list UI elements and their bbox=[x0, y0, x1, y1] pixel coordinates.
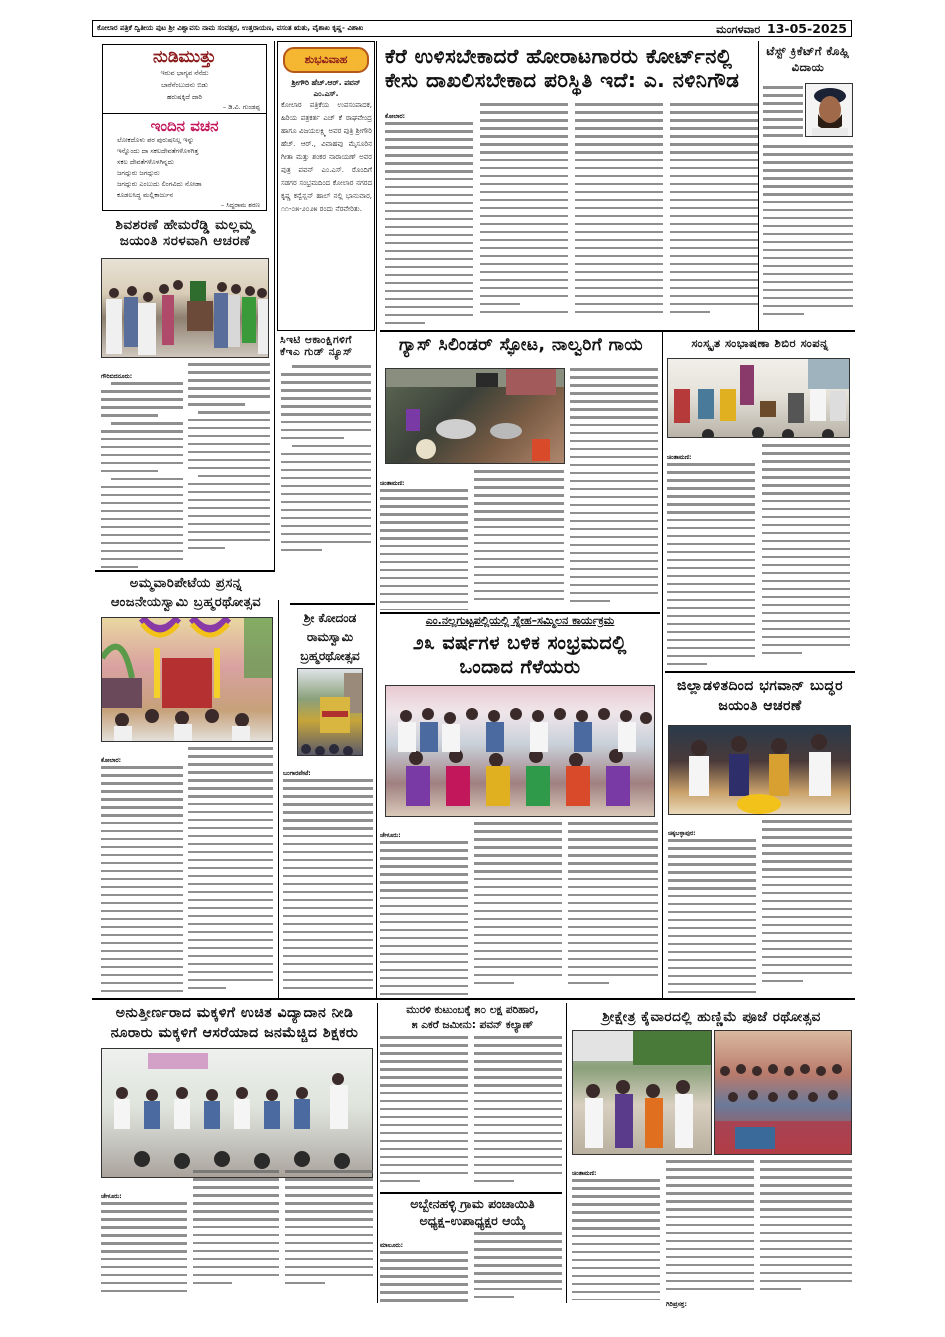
column-separator bbox=[376, 41, 377, 998]
gas-body-col3 bbox=[570, 368, 658, 608]
kaivara-footer-label: ಗಿರಿಪ್ರಸಕ್ತ: bbox=[666, 1300, 687, 1308]
abbenahalli-dateline: ಮಾಲೂರು: bbox=[380, 1242, 404, 1249]
teacher-dateline: ಚೇಳೂರು: bbox=[101, 1193, 122, 1200]
lead-body-col2 bbox=[480, 103, 568, 325]
shivasharane-dateline: ಗೌರಿಬಿದನೂರು: bbox=[101, 373, 133, 380]
murali-body-col1 bbox=[380, 1036, 468, 1182]
vachana-box bbox=[102, 113, 267, 211]
murali-headline-line1: ಮುರಳಿ ಕುಟುಂಬಕ್ಕೆ ೫೦ ಲಕ್ಷ ಪರಿಹಾರ, bbox=[406, 1004, 539, 1016]
kodanda-dateline: ಬಂಗಾರಪೇಟೆ: bbox=[283, 770, 311, 777]
kodanda-body-col bbox=[283, 760, 373, 995]
anjaneya-headline-line2: ಆಂಜನೇಯಸ್ವಾಮಿ ಬ್ರಹ್ಮರಥೋತ್ಸವ bbox=[110, 595, 262, 610]
temple-chariot bbox=[298, 669, 363, 756]
nudimuttu-lines bbox=[103, 67, 266, 103]
column-separator bbox=[274, 41, 275, 571]
buddha-headline: ಜಿಲ್ಲಾಡಳಿತದಿಂದ ಭಗವಾನ್ ಬುದ್ಧರ ಜಯಂತಿ ಆಚರಣೆ bbox=[677, 678, 843, 714]
vachana-line: ಕೂಡಲಸಿದ್ಧ ಮಲ್ಲಿಕಾರ್ಜುನ bbox=[117, 191, 174, 199]
sanskrit-headline: ಸಂಸ್ಕೃತ ಸಂಭಾಷಣಾ ಶಿಬಿರ ಸಂಪನ್ನ bbox=[691, 336, 829, 350]
kohli-photo bbox=[805, 83, 853, 137]
shivasharane-photo bbox=[101, 258, 269, 358]
section-rule bbox=[95, 570, 275, 572]
anjaneya-dateline: ಕೋಲಾರ: bbox=[101, 757, 122, 764]
sanskrit-body-col1 bbox=[667, 444, 755, 666]
column-separator bbox=[566, 1003, 567, 1303]
reunion-headline-line2: ಒಂದಾದ ಗೆಳೆಯರು bbox=[459, 656, 581, 678]
teacher-headline bbox=[92, 1003, 377, 1043]
lead-body-col3 bbox=[575, 103, 663, 325]
abbenahalli-headline-line1: ಅಬ್ಬೇನಹಳ್ಳಿ ಗ್ರಾಮ ಪಂಚಾಯಿತಿ bbox=[410, 1196, 535, 1211]
cricket-headline: ಟೆಸ್ಟ್ ಕ್ರಿಕೆಟ್‌ಗೆ ಕೊಹ್ಲಿ ವಿದಾಯ bbox=[766, 44, 850, 74]
buddha-photo bbox=[668, 725, 851, 815]
lead-body-col4 bbox=[670, 103, 758, 325]
nudimuttu-line: ಹರುಷಕ್ಕಿದೆ ದಾರಿ bbox=[166, 93, 203, 101]
kgf-headline: ಸಿಇಟಿ ಆಕಾಂಕ್ಷಿಗಳಿಗೆ ಕೆಇಎ ಗುಡ್ ನ್ಯೂಸ್ bbox=[280, 334, 353, 359]
masthead-date: 13-05-2025 bbox=[767, 20, 847, 36]
anjaneya-photo bbox=[101, 617, 273, 742]
anjaneya-headline-line1: ಅಮ್ಮವಾರಿಪೇಟೆಯ ಪ್ರಸನ್ನ bbox=[129, 576, 243, 591]
reunion-dateline: ಚೇಳೂರು: bbox=[380, 832, 401, 839]
shubhavivaha-badge: ಶುಭವಿವಾಹ bbox=[283, 47, 369, 73]
shubhavivaha-frame bbox=[277, 41, 375, 331]
column-separator bbox=[377, 1003, 378, 1303]
gas-dateline: ಚಿಂತಾಮಣಿ: bbox=[380, 480, 405, 487]
shivasharane-body-col1 bbox=[101, 363, 183, 568]
classroom-meeting-scene bbox=[102, 1049, 373, 1178]
reunion-headline bbox=[380, 631, 660, 679]
murali-headline-line2: ೫ ಎಕರೆ ಜಮೀನು: ಪವನ್ ಕಲ್ಯಾಣ್ bbox=[411, 1019, 534, 1031]
section-rule bbox=[665, 671, 855, 673]
chariot-scene bbox=[102, 618, 273, 742]
kaivara-headline: ಶ್ರೀಕ್ಷೇತ್ರ ಕೈವಾರದಲ್ಲಿ ಹುಣ್ಣಿಮೆ ಪೂಜೆ ರಥೋತ್ಸವ bbox=[602, 1009, 821, 1025]
shivasharane-headline: ಶಿವಶರಣೆ ಹೇಮರೆಡ್ಡಿ ಮಲ್ಲಮ್ಮ ಜಯಂತಿ ಸರಳವಾಗಿ ಆಚರಣೆ bbox=[115, 217, 255, 249]
vachana-line: ಜಗದ್ಗುರು ಜಗದ್ಗುರು bbox=[117, 169, 160, 177]
teacher-body-col3 bbox=[285, 1170, 373, 1295]
buddha-body-col2 bbox=[762, 820, 852, 998]
kaivara-body-col2 bbox=[666, 1160, 754, 1300]
gas-body-col2 bbox=[474, 470, 564, 610]
shivasharane-body-col2 bbox=[188, 363, 270, 568]
lead-dateline: ಕೋಲಾರ: bbox=[385, 113, 406, 120]
nudimuttu-box bbox=[102, 44, 267, 114]
buddha-body-col1 bbox=[668, 820, 756, 998]
column-separator bbox=[278, 600, 279, 998]
classroom-scene bbox=[668, 359, 850, 438]
masthead-calendar: ಕೋಲಾರ ಪತ್ರಿಕೆ ದ್ವಿತೀಯ ಪುಟ ಶ್ರೀ ವಿಶ್ವಾವಸು ನಾಮ ಸಂವತ್ಸರ, ಉತ್ತರಾಯಣ, ವಸಂತ ಋತು, ವೈಶಾಖ ಕೃಷ್ಣ- ವಿಶಾಖ bbox=[97, 24, 364, 32]
vachana-line: ಸಕಲ ದೇವತೆಗಳೊಳಗಿನ್ನದು bbox=[117, 158, 174, 166]
nudimuttu-title: ನುಡಿಮುತ್ತು bbox=[152, 47, 216, 67]
lead-headline-line1: ಕೆರೆ ಉಳಿಸಬೇಕಾದರೆ ಹೋರಾಟಗಾರರು ಕೋರ್ಟ್‌ನಲ್ಲಿ bbox=[385, 44, 733, 68]
kodanda-headline: ಶ್ರೀ ಕೋದಂಡ ರಾಮಸ್ವಾಮಿ ಬ್ರಹ್ಮರಥೋತ್ಸವ bbox=[300, 611, 360, 663]
reunion-photo bbox=[385, 685, 655, 817]
kaivara-photo-right bbox=[714, 1030, 852, 1155]
column-separator bbox=[758, 41, 759, 330]
vachana-title: ಇಂದಿನ ವಚನ bbox=[150, 117, 219, 135]
vachana-line: ಇನ್ನೊಂದು ದಾ ಸಕಲದೇವತೆಗಳೊಳಗಿತ್ತ bbox=[117, 147, 199, 155]
vachana-lines bbox=[103, 135, 266, 201]
teacher-headline-line2: ನೂರಾರು ಮಕ್ಕಳಿಗೆ ಆಸರೆಯಾದ ಜನಮೆಚ್ಚಿದ ಶಿಕ್ಷಕರು bbox=[110, 1025, 359, 1041]
teacher-headline-line1: ಅನುತ್ತೀರ್ಣರಾದ ಮಕ್ಕಳಿಗೆ ಉಚಿತ ವಿದ್ಯಾದಾನ ನೀಡಿ bbox=[115, 1005, 354, 1021]
kaivara-procession-scene bbox=[573, 1031, 712, 1155]
teacher-body-col1 bbox=[101, 1183, 187, 1293]
section-rule bbox=[290, 603, 375, 605]
anjaneya-body-col2 bbox=[188, 747, 273, 995]
gas-photo bbox=[385, 368, 565, 464]
shubhavivaha-body: ಕೋಲಾರ ಪತ್ರಿಕೆಯ ಉಪಸಂಪಾದಕ, ಹಿರಿಯ ಪತ್ರಕರ್ತ ಎಚ್ ಕೆ ರಾಘವೇಂದ್ರ ಹಾಗೂ ವಿಜಯಲಕ್ಷ್ಮಿ ಅವರ ಪುತ್ರಿ ಶ್ರೀಗೌರಿ ಹೆಚ್. ಆರ್., ವಿವಾಹವು ಮೈಸೂರಿನ ಗೀತಾ ಮತ್ತು ಶಂಕರ ನಾರಾಯಣ್ ಅವರ ಪುತ್ರ ಪವನ್ ಎಂ.ಎಸ್. ರೊಂದಿಗೆ ಸಡಗರ ಸಂಭ್ರಮದಿಂದ ಕೋಲಾರ ನಗರದ ಕೃಷ್ಣ ಕನ್ವೆನ್ಷನ್ ಹಾಲ್ ನಲ್ಲಿ ಭಾನುವಾರ, ೧೧-೦೫-೨೦೨೫ ರಂದು ನೆರವೇರಿತು. bbox=[281, 101, 372, 213]
abbenahalli-body-col1 bbox=[380, 1232, 468, 1302]
reunion-body-col3 bbox=[568, 822, 658, 997]
reunion-body-col2 bbox=[474, 822, 562, 997]
reunion-headline-line1: ೨೩ ವರ್ಷಗಳ ಬಳಿಕ ಸಂಭ್ರಮದಲ್ಲಿ bbox=[413, 632, 627, 654]
shubhavivaha-names: ಶ್ರೀಗೌರಿ ಹೆಚ್.ಆರ್. ಪವನ್ ಎಂ.ಎಸ್. bbox=[291, 78, 361, 98]
gas-headline: ಗ್ಯಾಸ್ ಸಿಲಿಂಡರ್ ಸ್ಫೋಟ, ನಾಲ್ವರಿಗೆ ಗಾಯ bbox=[398, 335, 644, 355]
kohli-portrait bbox=[806, 84, 853, 137]
kaivara-dateline: ಚಿಂತಾಮಣಿ: bbox=[572, 1170, 597, 1177]
nudimuttu-attribution: – ಡಿ.ವಿ. ಗುಂಡಪ್ಪ bbox=[222, 103, 260, 111]
kgf-body bbox=[281, 365, 371, 560]
vachana-line: ಲೋಕದೊಳು ಪರ ಪುರುಷನಿಲ್ಲ ಇನ್ನು bbox=[117, 136, 195, 144]
section-rule bbox=[380, 1192, 562, 1194]
abbenahalli-headline-line2: ಅಧ್ಯಕ್ಷ–ಉಪಾಧ್ಯಕ್ಷರ ಆಯ್ಕೆ bbox=[419, 1213, 526, 1228]
kaivara-body-col3 bbox=[760, 1160, 852, 1300]
masthead-day: ಮಂಗಳವಾರ bbox=[716, 22, 761, 36]
vachana-line: ಜಗದ್ಗುರು ಎಂಬುದು ಲಿಂಗವಿದು ನೋಡಾ bbox=[117, 180, 202, 188]
buddha-dateline: ಚಿಕ್ಕಬಳ್ಳಾಪುರ: bbox=[668, 830, 696, 837]
gas-body-col1 bbox=[380, 470, 468, 610]
section-rule bbox=[380, 330, 855, 332]
teacher-photo bbox=[101, 1048, 373, 1178]
kaivara-body-col1 bbox=[572, 1160, 660, 1300]
vachana-attribution: – ಸಿದ್ಧರಾಮ ಶರಣ bbox=[220, 201, 260, 209]
lead-body-col1 bbox=[385, 103, 473, 325]
bottom-section-rule bbox=[92, 998, 855, 1000]
abbenahalli-headline bbox=[380, 1195, 565, 1229]
reunion-body-col1 bbox=[380, 822, 468, 997]
reunion-group-scene bbox=[386, 686, 655, 817]
cricket-body-wrap bbox=[763, 86, 803, 146]
murali-body-col2 bbox=[474, 1036, 562, 1182]
nudimuttu-line: ಇರುವ ಭಾಗ್ಯವ ನೆನೆದು bbox=[160, 69, 209, 77]
kitchen-scene bbox=[386, 369, 565, 464]
kodanda-photo bbox=[297, 668, 363, 756]
abbenahalli-body-col2 bbox=[474, 1232, 562, 1302]
lead-headline-line2: ಕೇಸು ದಾಖಲಿಸಬೇಕಾದ ಪರಿಸ್ಥಿತಿ ಇದೆ: ಎ. ನಳಿನಿಗೌಡ bbox=[385, 68, 740, 92]
kaivara-crowd-scene bbox=[715, 1031, 852, 1155]
group-photo-figures bbox=[102, 259, 269, 358]
sanskrit-dateline: ಚಿಂತಾಮಣಿ: bbox=[667, 454, 692, 461]
anjaneya-headline bbox=[95, 574, 277, 612]
sanskrit-body-col2 bbox=[762, 444, 850, 666]
anjaneya-body-col1 bbox=[101, 747, 183, 995]
kaivara-photo-left bbox=[572, 1030, 712, 1155]
lead-headline bbox=[385, 44, 765, 92]
murali-headline bbox=[380, 1003, 565, 1033]
teacher-body-col2 bbox=[193, 1170, 279, 1295]
buddha-jayanti-scene bbox=[669, 726, 851, 815]
sanskrit-photo bbox=[667, 358, 850, 438]
column-separator bbox=[662, 330, 663, 998]
masthead-strip bbox=[92, 20, 852, 37]
masthead-date-block bbox=[716, 21, 847, 37]
reunion-kicker: ಎಂ.ನಲ್ಲಗುಟ್ಟಪಲ್ಲಿಯಲ್ಲಿ ಸ್ನೇಹ–ಸಮ್ಮಿಲನ ಕಾರ್ಯಕ್ರಮ bbox=[425, 614, 615, 627]
nudimuttu-line: ಬಾರೆನೆಂಬುದನು ಬಿಡು bbox=[161, 81, 208, 89]
cricket-body bbox=[763, 145, 853, 325]
